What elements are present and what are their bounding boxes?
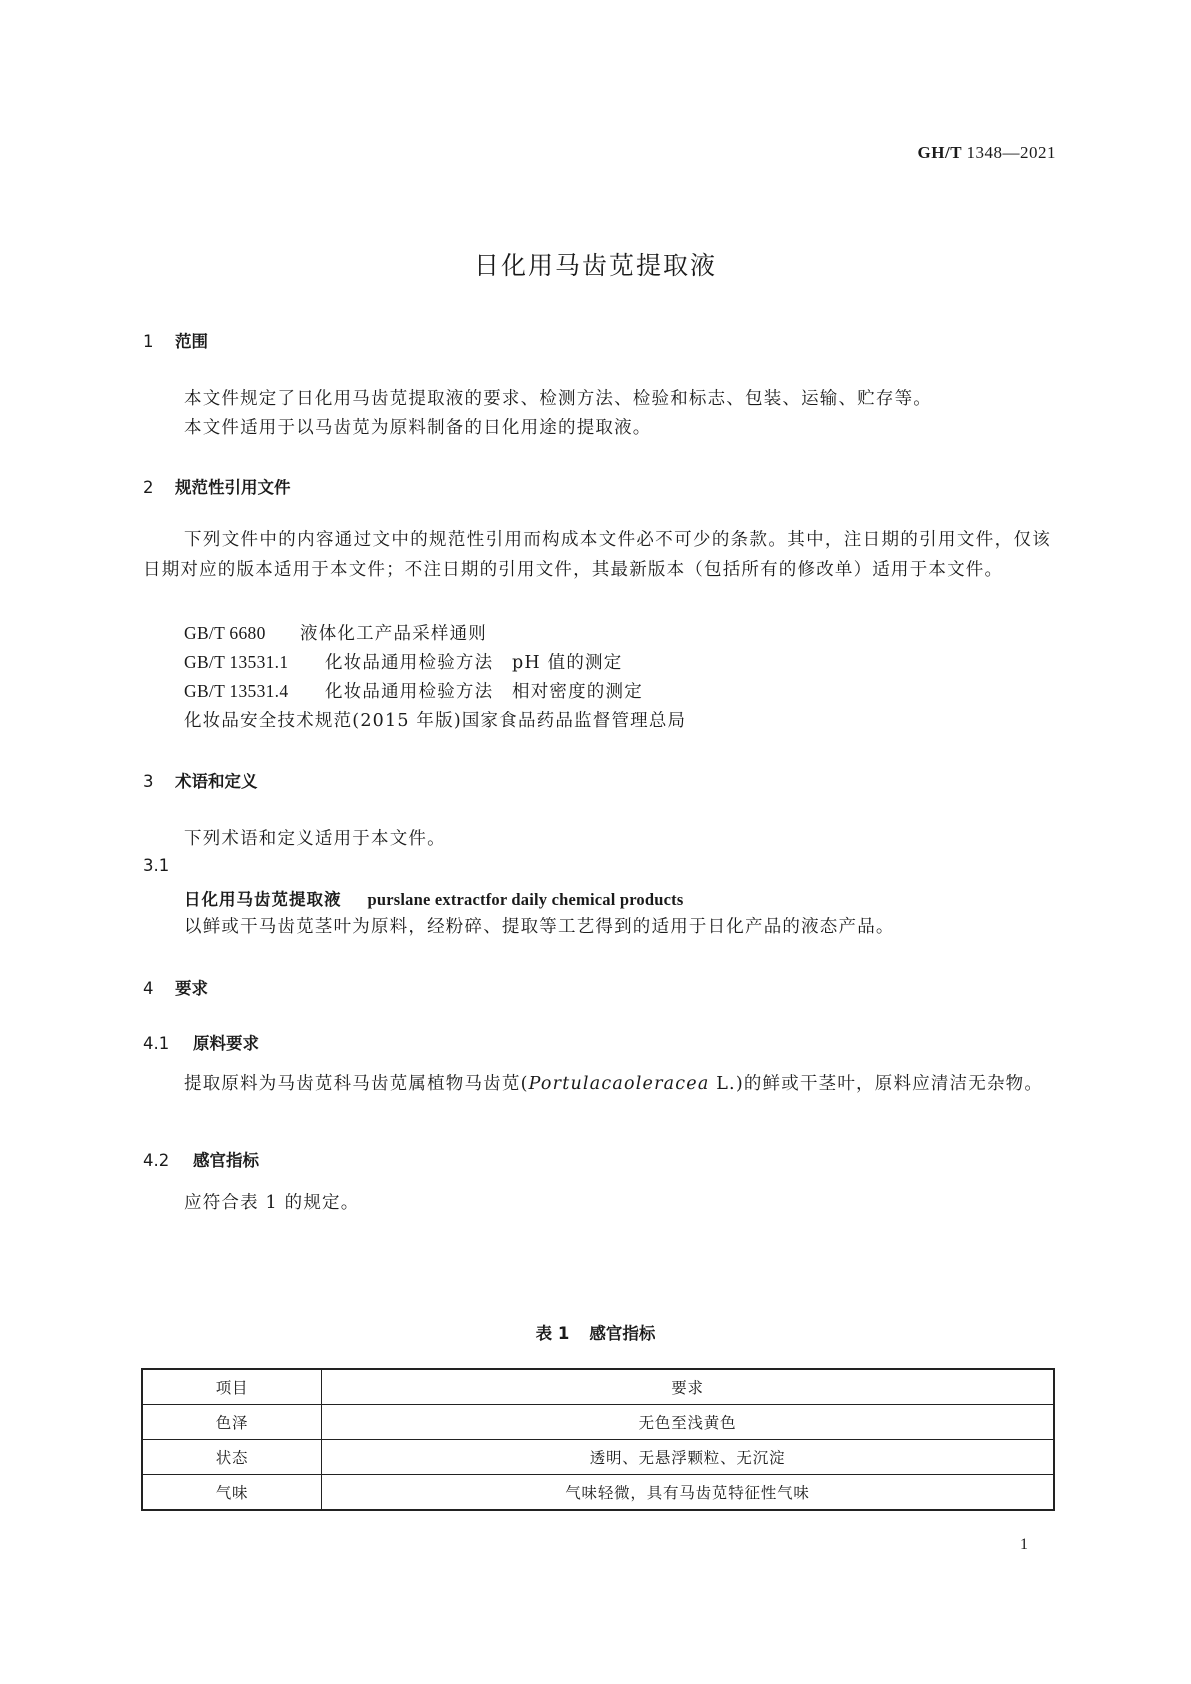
text-segment: 提取原料为马齿苋科马齿苋属植物马齿苋( — [184, 1074, 529, 1094]
table-cell: 无色至浅黄色 — [322, 1405, 1055, 1440]
section-title: 范围 — [175, 332, 208, 351]
table-row — [142, 1475, 1054, 1511]
standard-code-prefix: GH/T — [917, 143, 962, 162]
paragraph: 下列术语和定义适用于本文件。 — [184, 829, 446, 849]
reference-item — [184, 649, 622, 674]
table-cell: 状态 — [142, 1440, 322, 1475]
paragraph: 本文件适用于以马齿苋为原料制备的日化用途的提取液。 — [184, 418, 652, 438]
table-row — [142, 1405, 1054, 1440]
normative-references-intro: 下列文件中的内容通过文中的规范性引用而构成本文件必不可少的条款。其中，注日期的引用文件，仅该日期对应的版本适用于本文件；不注日期的引用文件，其最新版本（包括所有的修改单）适用于本文件。 — [143, 530, 1051, 580]
reference-code: GB/T 13531.1 — [184, 652, 289, 672]
standard-code — [918, 143, 1056, 163]
table-header-row — [142, 1369, 1054, 1405]
section-number: 1 — [143, 332, 154, 351]
table-row — [142, 1440, 1054, 1475]
term-number: 3.1 — [143, 856, 170, 875]
raw-material-requirement — [143, 1069, 1051, 1099]
table-cell: 透明、无悬浮颗粒、无沉淀 — [322, 1440, 1055, 1475]
term-definition: 以鲜或干马齿苋茎叶为原料，经粉碎、提取等工艺得到的适用于日化产品的液态产品。 — [184, 917, 895, 937]
reference-item: 化妆品安全技术规范(2015 年版)国家食品药品监督管理总局 — [184, 711, 687, 731]
paragraph: 本文件规定了日化用马齿苋提取液的要求、检测方法、检验和标志、包装、运输、贮存等。 — [184, 389, 932, 409]
document-title: 日化用马齿苋提取液 — [473, 251, 717, 280]
subsection-number: 4.1 — [143, 1034, 170, 1053]
table-header-cell: 项目 — [142, 1369, 322, 1405]
term-chinese: 日化用马齿苋提取液 — [184, 890, 342, 909]
reference-title: 液体化工产品采样通则 — [300, 624, 487, 644]
reference-title: 化妆品通用检验方法 pH 值的测定 — [325, 653, 623, 673]
subsection-number: 4.2 — [143, 1151, 170, 1170]
table-header-cell: 要求 — [322, 1369, 1055, 1405]
section-number: 2 — [143, 478, 154, 497]
section-3-heading — [143, 768, 258, 792]
text-segment: L.)的鲜或干茎叶，原料应清洁无杂物。 — [709, 1074, 1044, 1094]
subsection-4-1-heading — [143, 1030, 259, 1054]
table-caption-title: 感官指标 — [589, 1324, 656, 1343]
term-english: purslane extractfor daily chemical products — [367, 890, 684, 909]
subsection-4-2-heading — [143, 1147, 259, 1171]
page-number: 1 — [1020, 1536, 1028, 1553]
section-title: 规范性引用文件 — [175, 478, 291, 497]
subsection-title: 原料要求 — [193, 1034, 259, 1053]
term-entry — [184, 886, 683, 910]
reference-item — [184, 620, 487, 645]
sensory-indicators-table — [141, 1368, 1055, 1511]
paragraph: 应符合表 1 的规定。 — [184, 1193, 360, 1213]
reference-code: GB/T 6680 — [184, 623, 266, 643]
latin-name: Portulacaoleracea — [528, 1074, 710, 1094]
table-cell: 色泽 — [142, 1405, 322, 1440]
section-title: 要求 — [175, 979, 208, 998]
section-number: 4 — [143, 979, 154, 998]
reference-code: GB/T 13531.4 — [184, 681, 289, 701]
section-2-heading — [143, 474, 291, 498]
subsection-title: 感官指标 — [193, 1151, 259, 1170]
table-cell: 气味轻微，具有马齿苋特征性气味 — [322, 1475, 1055, 1511]
table-cell: 气味 — [142, 1475, 322, 1511]
section-number: 3 — [143, 772, 154, 791]
section-1-heading — [143, 328, 208, 352]
table-caption — [0, 1320, 1191, 1344]
section-4-heading — [143, 975, 208, 999]
standard-code-number: 1348—2021 — [966, 143, 1056, 162]
reference-item — [184, 678, 643, 703]
reference-title: 化妆品通用检验方法 相对密度的测定 — [325, 682, 643, 702]
section-title: 术语和定义 — [175, 772, 258, 791]
table-caption-label: 表 1 — [535, 1324, 570, 1343]
